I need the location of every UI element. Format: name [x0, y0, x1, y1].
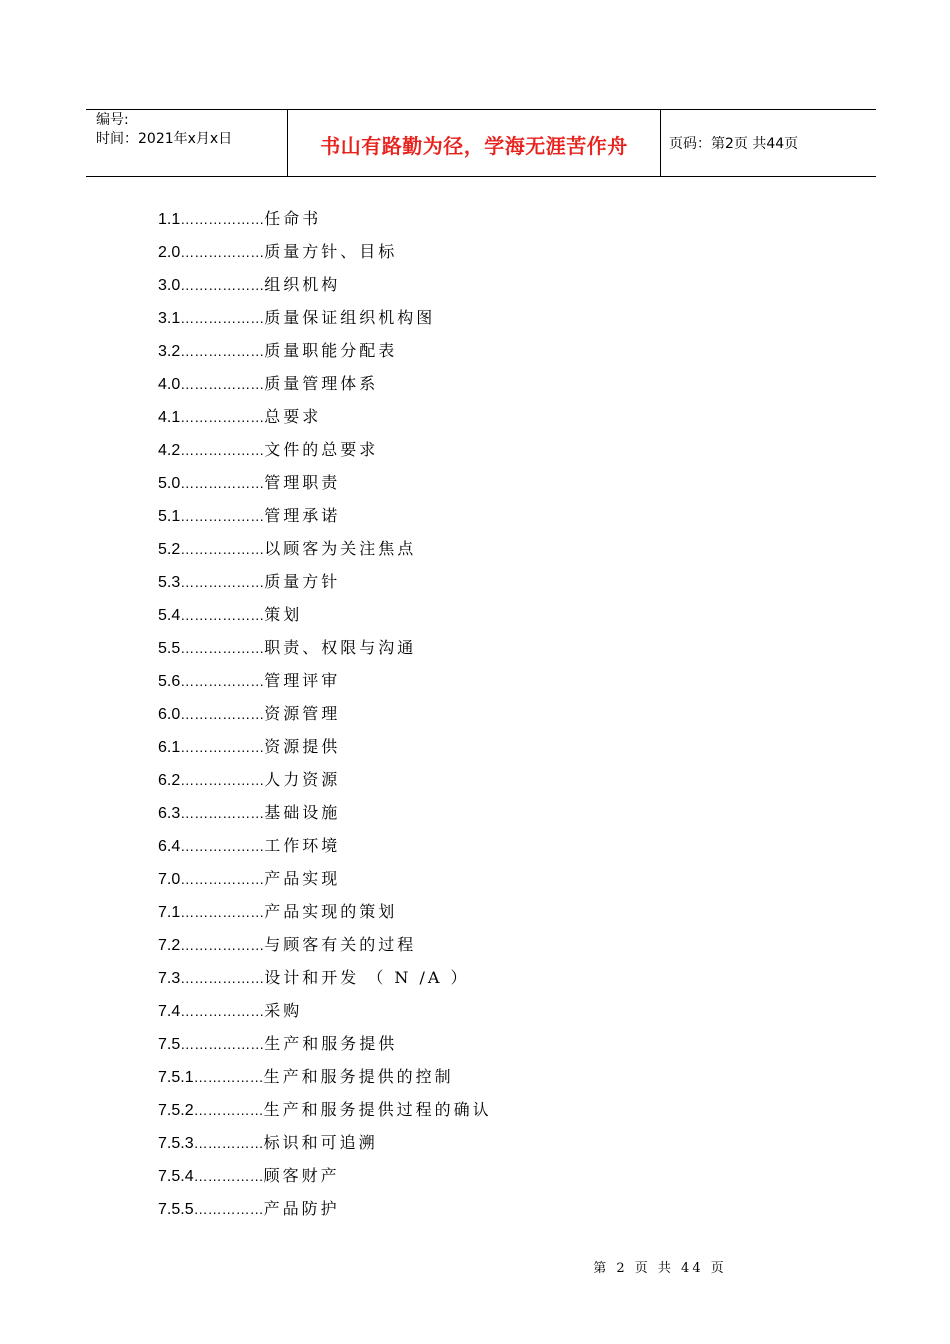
toc-entry-leader: ……………… [180, 607, 265, 623]
toc-entry-leader: ……………… [180, 838, 265, 854]
toc-entry-title: 以顾客为关注焦点 [264, 539, 417, 558]
toc-entry-title: 产品防护 [263, 1199, 340, 1218]
toc-entry-title: 人力资源 [264, 770, 341, 789]
header-motto: 书山有路勤为径，学海无涯苦作舟 [288, 110, 661, 176]
toc-entry-number: 7.4 [158, 1003, 181, 1020]
toc-entry[interactable] [158, 1159, 718, 1192]
toc-entry-leader: ……………… [180, 277, 265, 293]
toc-entry-title: 生产和服务提供 [264, 1034, 398, 1053]
toc-entry-title: 质量方针 [264, 572, 341, 591]
footer-page-number: 第 2 页 共 44 页 [593, 1261, 727, 1276]
toc-entry[interactable] [158, 1126, 718, 1159]
toc-entry[interactable] [158, 1192, 718, 1225]
toc-entry-number: 7.2 [158, 937, 181, 954]
toc-entry-number: 6.0 [158, 706, 181, 723]
toc-entry-leader: …………… [193, 1168, 264, 1184]
toc-entry-leader: ……………… [180, 310, 265, 326]
toc-entry[interactable] [158, 466, 718, 499]
toc-entry-leader: …………… [193, 1102, 264, 1118]
toc-entry-title: 生产和服务提供的控制 [263, 1067, 454, 1086]
toc-entry-title: 质量方针、目标 [264, 242, 398, 261]
page-footer [0, 1257, 950, 1276]
toc-entry[interactable] [158, 664, 718, 697]
toc-entry-title: 质量管理体系 [264, 374, 379, 393]
toc-entry-title: 产品实现 [264, 869, 341, 888]
toc-entry-leader: ……………… [180, 343, 265, 359]
toc-entry-number: 7.5.2 [158, 1102, 194, 1119]
toc-entry[interactable] [158, 268, 718, 301]
toc-entry-leader: ……………… [180, 442, 265, 458]
toc-entry-leader: ……………… [180, 409, 265, 425]
toc-entry-number: 6.3 [158, 805, 181, 822]
toc-entry-title: 工作环境 [264, 836, 341, 855]
document-number-label: 编号: [96, 112, 129, 128]
toc-entry[interactable] [158, 598, 718, 631]
toc-entry[interactable] [158, 796, 718, 829]
header-page-info: 页码：第2页 共44页 [669, 136, 799, 152]
table-of-contents [158, 202, 718, 1225]
toc-entry[interactable] [158, 763, 718, 796]
document-time-label: 时间：2021年x月x日 [96, 131, 233, 147]
toc-entry-title: 组织机构 [264, 275, 341, 294]
toc-entry-leader: ……………… [180, 1003, 265, 1019]
toc-entry-title: 质量保证组织机构图 [264, 308, 436, 327]
toc-entry-leader: ……………… [180, 244, 265, 260]
toc-entry-leader: ……………… [180, 475, 265, 491]
toc-entry[interactable] [158, 697, 718, 730]
toc-entry-leader: ……………… [180, 673, 265, 689]
toc-entry-number: 7.5.3 [158, 1135, 194, 1152]
toc-entry-title: 总要求 [264, 407, 322, 426]
toc-entry-leader: ……………… [180, 904, 265, 920]
toc-entry-number: 5.6 [158, 673, 181, 690]
toc-entry-number: 3.2 [158, 343, 181, 360]
toc-entry-leader: ……………… [180, 640, 265, 656]
toc-entry[interactable] [158, 433, 718, 466]
toc-entry-number: 3.0 [158, 277, 181, 294]
toc-entry-title: 采购 [264, 1001, 303, 1020]
toc-entry-leader: ……………… [180, 508, 265, 524]
header-meta [86, 110, 288, 176]
toc-entry-leader: ……………… [180, 805, 265, 821]
document-header [86, 109, 876, 177]
toc-entry[interactable] [158, 1027, 718, 1060]
toc-entry-number: 4.2 [158, 442, 181, 459]
toc-entry-title: 资源管理 [264, 704, 341, 723]
toc-entry[interactable] [158, 1060, 718, 1093]
toc-entry-number: 6.2 [158, 772, 181, 789]
toc-entry-title: 设计和开发 （ N /A ） [264, 968, 470, 987]
toc-entry-number: 5.5 [158, 640, 181, 657]
toc-entry[interactable] [158, 829, 718, 862]
toc-entry-title: 产品实现的策划 [264, 902, 398, 921]
toc-entry-leader: ……………… [180, 970, 265, 986]
toc-entry-leader: …………… [193, 1135, 264, 1151]
toc-entry-number: 4.1 [158, 409, 181, 426]
toc-entry[interactable] [158, 334, 718, 367]
toc-entry-leader: ……………… [180, 1036, 265, 1052]
toc-entry-title: 管理承诺 [264, 506, 341, 525]
toc-entry-title: 顾客财产 [263, 1166, 340, 1185]
toc-entry[interactable] [158, 631, 718, 664]
toc-entry-number: 6.4 [158, 838, 181, 855]
toc-entry-leader: ……………… [180, 574, 265, 590]
toc-entry-title: 职责、权限与沟通 [264, 638, 417, 657]
toc-entry[interactable] [158, 928, 718, 961]
toc-entry-title: 管理评审 [264, 671, 341, 690]
toc-entry-title: 管理职责 [264, 473, 341, 492]
toc-entry-number: 5.4 [158, 607, 181, 624]
toc-entry-leader: ……………… [180, 772, 265, 788]
toc-entry-number: 7.1 [158, 904, 181, 921]
toc-entry-title: 质量职能分配表 [264, 341, 398, 360]
toc-entry-number: 7.5.1 [158, 1069, 194, 1086]
toc-entry-leader: ……………… [180, 541, 265, 557]
toc-entry-number: 1.1 [158, 211, 181, 228]
toc-entry-number: 6.1 [158, 739, 181, 756]
toc-entry-title: 基础设施 [264, 803, 341, 822]
toc-entry[interactable] [158, 532, 718, 565]
toc-entry[interactable] [158, 367, 718, 400]
toc-entry[interactable] [158, 202, 718, 235]
toc-entry-number: 7.5.4 [158, 1168, 194, 1185]
toc-entry-title: 文件的总要求 [264, 440, 379, 459]
toc-entry[interactable] [158, 994, 718, 1027]
toc-entry-leader: …………… [193, 1069, 264, 1085]
toc-entry-title: 标识和可追溯 [263, 1133, 378, 1152]
toc-entry[interactable] [158, 565, 718, 598]
toc-entry-number: 4.0 [158, 376, 181, 393]
toc-entry-number: 7.0 [158, 871, 181, 888]
toc-entry[interactable] [158, 730, 718, 763]
toc-entry-number: 7.5 [158, 1036, 181, 1053]
toc-entry-number: 5.2 [158, 541, 181, 558]
toc-entry[interactable] [158, 499, 718, 532]
toc-entry-title: 与顾客有关的过程 [264, 935, 417, 954]
toc-entry-leader: ……………… [180, 739, 265, 755]
toc-entry[interactable] [158, 301, 718, 334]
toc-entry[interactable] [158, 400, 718, 433]
toc-entry-title: 策划 [264, 605, 303, 624]
toc-entry-number: 3.1 [158, 310, 181, 327]
toc-entry-title: 生产和服务提供过程的确认 [263, 1100, 492, 1119]
toc-entry-leader: ……………… [180, 376, 265, 392]
toc-entry-number: 7.5.5 [158, 1201, 194, 1218]
toc-entry[interactable] [158, 862, 718, 895]
toc-entry-title: 任命书 [264, 209, 322, 228]
toc-entry-number: 5.3 [158, 574, 181, 591]
toc-entry-title: 资源提供 [264, 737, 341, 756]
toc-entry-number: 7.3 [158, 970, 181, 987]
toc-entry[interactable] [158, 1093, 718, 1126]
toc-entry-leader: ……………… [180, 871, 265, 887]
toc-entry[interactable] [158, 235, 718, 268]
toc-entry-number: 5.1 [158, 508, 181, 525]
toc-entry-leader: …………… [193, 1201, 264, 1217]
toc-entry[interactable] [158, 961, 718, 994]
toc-entry-leader: ……………… [180, 706, 265, 722]
toc-entry-number: 2.0 [158, 244, 181, 261]
toc-entry[interactable] [158, 895, 718, 928]
toc-entry-leader: ……………… [180, 937, 265, 953]
toc-entry-number: 5.0 [158, 475, 181, 492]
toc-entry-leader: ……………… [180, 211, 265, 227]
